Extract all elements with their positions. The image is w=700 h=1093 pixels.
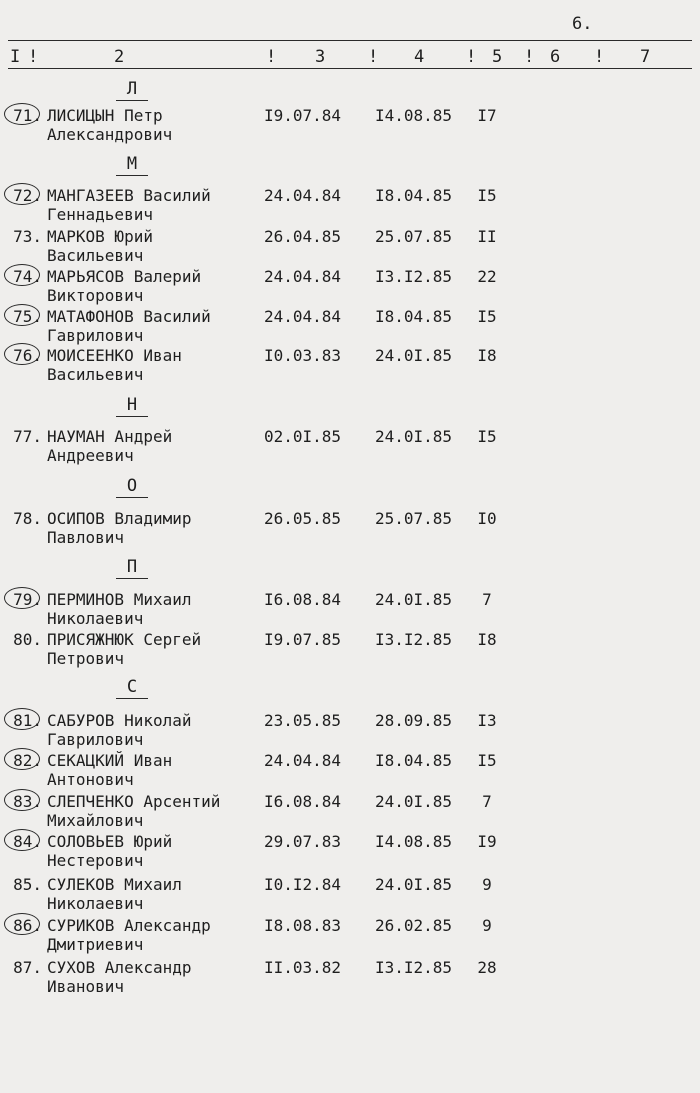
person-name: СОЛОВЬЕВ Юрий xyxy=(47,832,173,851)
person-patronymic: Дмитриевич xyxy=(47,935,144,954)
value-col-5: I5 xyxy=(477,751,497,770)
date-col-4: 24.0I.85 xyxy=(375,875,453,894)
date-col-3: 24.04.84 xyxy=(264,267,342,286)
date-col-3: I0.03.83 xyxy=(264,346,342,365)
person-name: СУЛЕКОВ Михаил xyxy=(47,875,182,894)
row-number: 82. xyxy=(13,751,42,770)
date-col-4: 28.09.85 xyxy=(375,711,453,730)
page-number: 6. xyxy=(572,14,593,34)
person-name: СУРИКОВ Александр xyxy=(47,916,211,935)
person-name: ОСИПОВ Владимир xyxy=(47,509,192,528)
person-name: НАУМАН Андрей xyxy=(47,427,173,446)
date-col-4: 26.02.85 xyxy=(375,916,453,935)
person-name: ЛИСИЦЫН Петр xyxy=(47,106,163,125)
date-col-4: I4.08.85 xyxy=(375,832,453,851)
date-col-3: I0.I2.84 xyxy=(264,875,342,894)
person-patronymic: Иванович xyxy=(47,977,125,996)
date-col-4: I3.I2.85 xyxy=(375,630,453,649)
row-number: 85. xyxy=(13,875,42,894)
person-name: МАНГАЗЕЕВ Василий xyxy=(47,186,211,205)
person-patronymic: Геннадьевич xyxy=(47,205,153,224)
date-col-3: 24.04.84 xyxy=(264,307,342,326)
header-sep: ! xyxy=(466,47,477,67)
value-col-5: 28 xyxy=(477,958,497,977)
date-col-4: I8.04.85 xyxy=(375,186,453,205)
section-letter: С xyxy=(116,677,148,699)
list-item xyxy=(0,875,700,915)
value-col-5: 22 xyxy=(477,267,497,286)
date-col-3: 24.04.84 xyxy=(264,751,342,770)
date-col-4: I3.I2.85 xyxy=(375,958,453,977)
date-col-3: 24.04.84 xyxy=(264,186,342,205)
person-patronymic: Михайлович xyxy=(47,811,144,830)
list-item xyxy=(0,590,700,630)
person-name: МАТАФОНОВ Василий xyxy=(47,307,211,326)
date-col-3: 26.05.85 xyxy=(264,509,342,528)
date-col-3: 26.04.85 xyxy=(264,227,342,246)
person-patronymic: Александрович xyxy=(47,125,173,144)
row-number: 87. xyxy=(13,958,42,977)
date-col-4: I3.I2.85 xyxy=(375,267,453,286)
section-letter: О xyxy=(116,476,148,498)
date-col-3: 02.0I.85 xyxy=(264,427,342,446)
date-col-4: 24.0I.85 xyxy=(375,427,453,446)
list-item xyxy=(0,751,700,791)
header-sep: ! xyxy=(524,47,535,67)
date-col-4: I4.08.85 xyxy=(375,106,453,125)
date-col-4: 25.07.85 xyxy=(375,509,453,528)
value-col-5: I8 xyxy=(477,630,497,649)
value-col-5: I5 xyxy=(477,307,497,326)
section-letter: П xyxy=(116,557,148,579)
list-item xyxy=(0,267,700,307)
header-bottom-rule xyxy=(8,68,692,69)
header-sep: ! xyxy=(28,47,39,67)
value-col-5: I7 xyxy=(477,106,497,125)
person-patronymic: Павлович xyxy=(47,528,125,547)
list-item xyxy=(0,916,700,956)
date-col-4: 24.0I.85 xyxy=(375,792,453,811)
person-name: ПРИСЯЖНЮК Сергей xyxy=(47,630,202,649)
header-sep: ! xyxy=(266,47,277,67)
row-number: 75. xyxy=(13,307,42,326)
header-sep: ! xyxy=(368,47,379,67)
row-number: 73. xyxy=(13,227,42,246)
row-number: 76. xyxy=(13,346,42,365)
value-col-5: I5 xyxy=(477,186,497,205)
person-patronymic: Викторович xyxy=(47,286,144,305)
list-item xyxy=(0,958,700,998)
person-patronymic: Николаевич xyxy=(47,609,144,628)
person-name: СЛЕПЧЕНКО Арсентий xyxy=(47,792,221,811)
person-patronymic: Андреевич xyxy=(47,446,134,465)
date-col-4: 24.0I.85 xyxy=(375,590,453,609)
row-number: 81. xyxy=(13,711,42,730)
row-number: 78. xyxy=(13,509,42,528)
header-col-3: 3 xyxy=(315,47,326,67)
person-patronymic: Гаврилович xyxy=(47,730,144,749)
date-col-3: 23.05.85 xyxy=(264,711,342,730)
section-letter: Н xyxy=(116,395,148,417)
row-number: 80. xyxy=(13,630,42,649)
value-col-5: I0 xyxy=(477,509,497,528)
person-name: СЕКАЦКИЙ Иван xyxy=(47,751,173,770)
person-patronymic: Гаврилович xyxy=(47,326,144,345)
list-item xyxy=(0,832,700,872)
list-item xyxy=(0,346,700,386)
date-col-3: II.03.82 xyxy=(264,958,342,977)
row-number: 79. xyxy=(13,590,42,609)
value-col-5: 9 xyxy=(482,916,492,935)
value-col-5: 9 xyxy=(482,875,492,894)
list-item xyxy=(0,711,700,751)
header-sep: ! xyxy=(594,47,605,67)
person-name: МОИСЕЕНКО Иван xyxy=(47,346,182,365)
date-col-3: I9.07.85 xyxy=(264,630,342,649)
row-number: 77. xyxy=(13,427,42,446)
date-col-4: 24.0I.85 xyxy=(375,346,453,365)
row-number: 72. xyxy=(13,186,42,205)
date-col-4: 25.07.85 xyxy=(375,227,453,246)
list-item xyxy=(0,792,700,832)
list-item xyxy=(0,106,700,146)
header-col-6: 6 xyxy=(550,47,561,67)
date-col-3: I8.08.83 xyxy=(264,916,342,935)
value-col-5: I3 xyxy=(477,711,497,730)
list-item xyxy=(0,307,700,347)
header-col-2: 2 xyxy=(114,47,125,67)
list-item xyxy=(0,186,700,226)
person-name: СУХОВ Александр xyxy=(47,958,192,977)
person-patronymic: Николаевич xyxy=(47,894,144,913)
person-name: САБУРОВ Николай xyxy=(47,711,192,730)
header-col-1: I xyxy=(10,47,21,67)
list-item xyxy=(0,630,700,670)
date-col-3: I6.08.84 xyxy=(264,590,342,609)
person-patronymic: Васильевич xyxy=(47,365,144,384)
value-col-5: I8 xyxy=(477,346,497,365)
row-number: 83. xyxy=(13,792,42,811)
value-col-5: 7 xyxy=(482,590,492,609)
person-patronymic: Петрович xyxy=(47,649,125,668)
header-top-rule xyxy=(8,40,692,41)
section-letter: М xyxy=(116,154,148,176)
value-col-5: I9 xyxy=(477,832,497,851)
list-item xyxy=(0,227,700,267)
person-name: МАРЬЯСОВ Валерий xyxy=(47,267,202,286)
row-number: 86. xyxy=(13,916,42,935)
person-patronymic: Нестерович xyxy=(47,851,144,870)
value-col-5: II xyxy=(477,227,497,246)
person-patronymic: Васильевич xyxy=(47,246,144,265)
value-col-5: I5 xyxy=(477,427,497,446)
date-col-3: I6.08.84 xyxy=(264,792,342,811)
row-number: 74. xyxy=(13,267,42,286)
date-col-3: I9.07.84 xyxy=(264,106,342,125)
date-col-4: I8.04.85 xyxy=(375,751,453,770)
person-name: ПЕРМИНОВ Михаил xyxy=(47,590,192,609)
value-col-5: 7 xyxy=(482,792,492,811)
list-item xyxy=(0,427,700,467)
row-number: 71. xyxy=(13,106,42,125)
list-item xyxy=(0,509,700,549)
section-letter: Л xyxy=(116,79,148,101)
header-col-5: 5 xyxy=(492,47,503,67)
person-name: МАРКОВ Юрий xyxy=(47,227,153,246)
header-col-7: 7 xyxy=(640,47,651,67)
header-col-4: 4 xyxy=(414,47,425,67)
date-col-4: I8.04.85 xyxy=(375,307,453,326)
row-number: 84. xyxy=(13,832,42,851)
date-col-3: 29.07.83 xyxy=(264,832,342,851)
person-patronymic: Антонович xyxy=(47,770,134,789)
